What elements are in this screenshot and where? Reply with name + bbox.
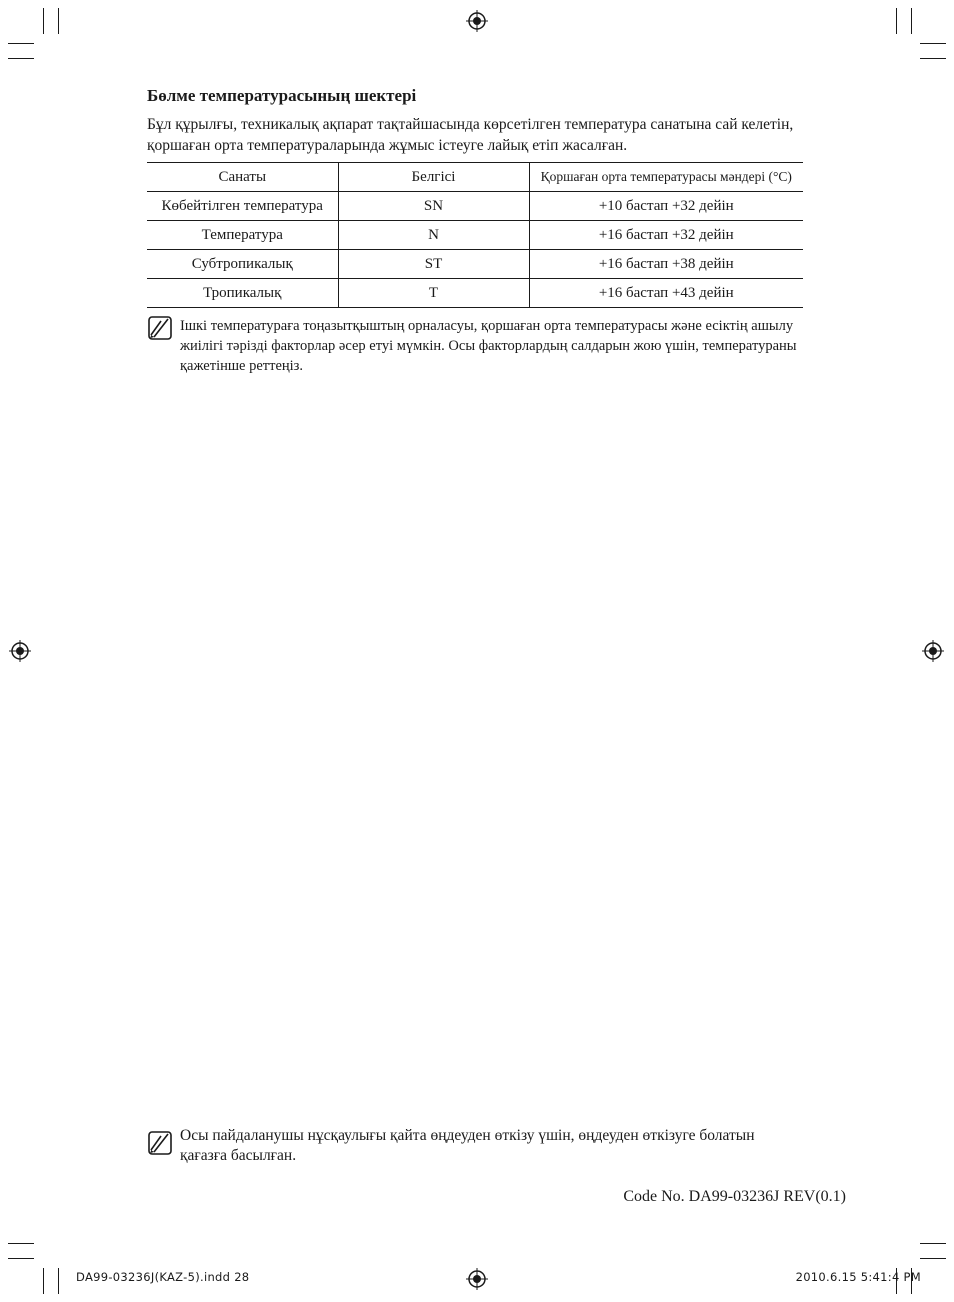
note-recycled-paper: Осы пайдаланушы нұсқаулығы қайта өңдеуден өткізу үшін, өңдеуден өткізуге болатын қағазға басылған. [180, 1127, 755, 1164]
cell-range: +16 бастап +43 дейін [529, 279, 803, 308]
print-slug-date: 2010.6.15 5:41:4 PM [795, 1270, 921, 1284]
table-row [147, 250, 803, 279]
registration-mark-icon [466, 10, 488, 32]
crop-mark [920, 58, 946, 59]
header-ambient-range: Қоршаған орта температурасы мәндері (°C) [529, 163, 803, 192]
crop-mark [58, 1268, 59, 1294]
cell-symbol: SN [338, 192, 529, 221]
cell-category: Көбейтілген температура [147, 192, 338, 221]
cell-category: Температура [147, 221, 338, 250]
crop-mark [43, 1268, 44, 1294]
document-code-number: Code No. DA99-03236J REV(0.1) [623, 1188, 846, 1205]
header-category: Санаты [147, 163, 338, 192]
note-temperature-factors: Ішкі температураға тоңазытқыштың орналасуы, қоршаған орта температурасы және есіктің ашылу жиілігі тәрізді факторлар әсер етуі мүмкін. Осы факторлардың салдарын жою үшін, температураны қажетінше реттеңіз. [180, 318, 797, 374]
crop-mark [8, 43, 34, 44]
crop-mark [920, 43, 946, 44]
crop-mark [920, 1243, 946, 1244]
cell-symbol: T [338, 279, 529, 308]
header-symbol: Белгісі [338, 163, 529, 192]
cell-category: Тропикалық [147, 279, 338, 308]
cell-symbol: ST [338, 250, 529, 279]
crop-mark [8, 1258, 34, 1259]
cell-range: +16 бастап +32 дейін [529, 221, 803, 250]
note-pencil-icon [148, 316, 172, 340]
registration-mark-icon [9, 640, 31, 662]
table-row [147, 279, 803, 308]
table-header-row [147, 163, 803, 192]
cell-category: Субтропикалық [147, 250, 338, 279]
crop-mark [8, 1243, 34, 1244]
cell-range: +10 бастап +32 дейін [529, 192, 803, 221]
print-slug-filename: DA99-03236J(KAZ-5).indd 28 [76, 1270, 250, 1284]
table-row [147, 221, 803, 250]
section-title: Бөлме температурасының шектері [147, 86, 417, 105]
crop-mark [911, 8, 912, 34]
crop-mark [8, 58, 34, 59]
table-row [147, 192, 803, 221]
cell-symbol: N [338, 221, 529, 250]
crop-mark [920, 1258, 946, 1259]
temperature-class-table [147, 162, 803, 308]
note-pencil-icon [148, 1131, 172, 1155]
section-intro: Бұл құрылғы, техникалық ақпарат тақтайшасында көрсетілген температура санатына сай келетін, қоршаған орта температураларында жұмыс істеуге лайық етіп жасалған. [147, 116, 794, 154]
crop-mark [896, 8, 897, 34]
registration-mark-icon [922, 640, 944, 662]
crop-mark [43, 8, 44, 34]
crop-mark [58, 8, 59, 34]
registration-mark-icon [466, 1268, 488, 1290]
cell-range: +16 бастап +38 дейін [529, 250, 803, 279]
